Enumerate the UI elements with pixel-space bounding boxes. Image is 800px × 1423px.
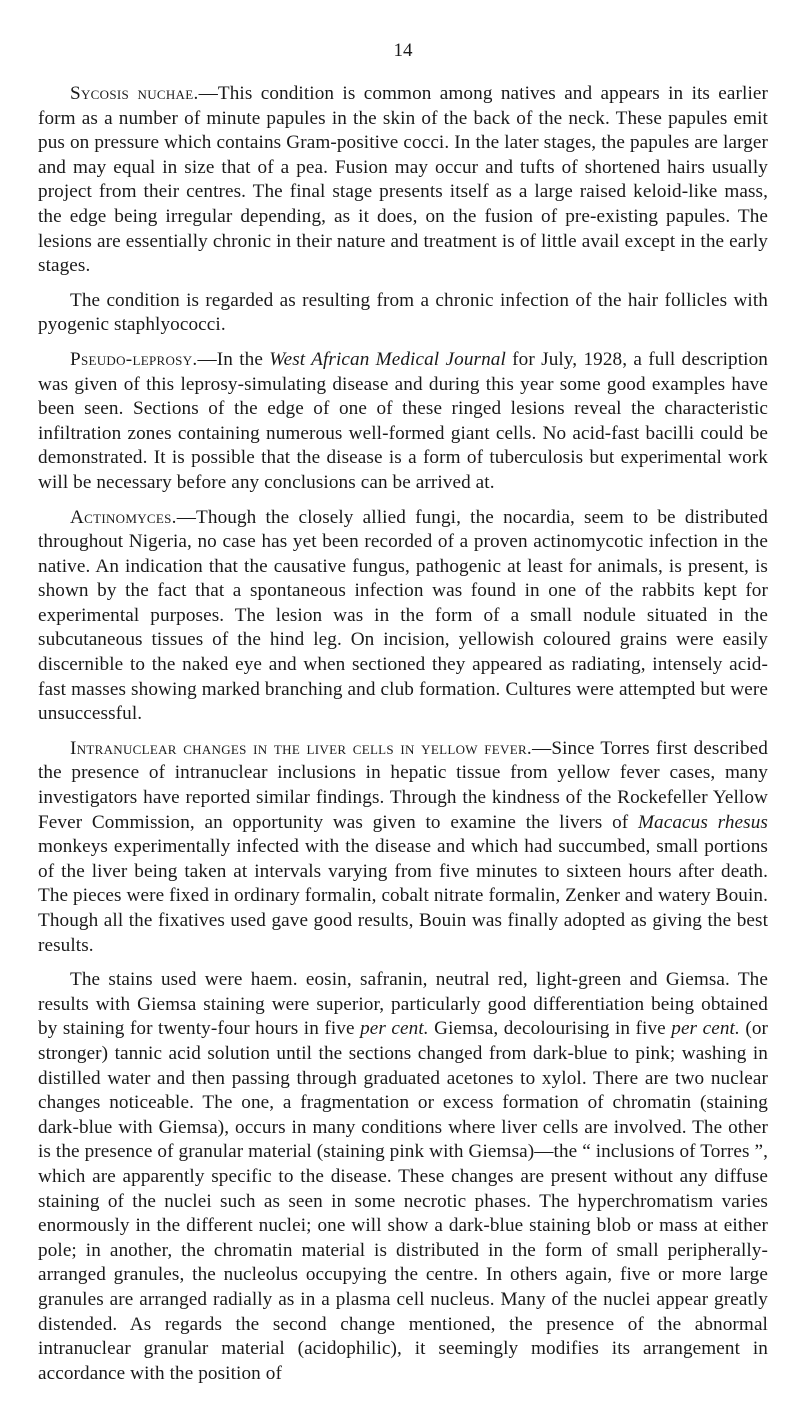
paragraph-text: The condition is regarded as resulting from a chronic infection of the hair follicles with pyogenic staphlyococci. <box>38 289 768 336</box>
paragraph-stains <box>38 968 768 1386</box>
paragraph-text: The stains used were haem. eosin, safranin, neutral red, light-green and Giemsa. The results with Giemsa staining were superior, particularly good differentiation being obtained by staining for twenty-four hours in five <box>38 969 768 1040</box>
paragraph-text: —Since Torres first described the presence of intranuclear inclusions in hepatic tissue from yellow fever cases, many investigators have reported similar findings. Through the kindness of the Rockefeller Yellow Fever Commission, an opportunity was given to examine the livers of <box>38 737 768 833</box>
per-cent-italic: per cent. <box>360 1018 429 1040</box>
paragraph-sycosis-cause <box>38 289 768 338</box>
paragraph-actinomyces <box>38 506 768 727</box>
species-name: Macacus rhesus <box>637 811 768 833</box>
page-number: 14 <box>393 40 413 61</box>
document-page <box>38 40 768 1396</box>
paragraph-pseudo-leprosy <box>38 348 768 496</box>
paragraph-text: —In the <box>197 348 270 370</box>
paragraph-text: —Though the closely allied fungi, the nocardia, seem to be distributed throughout Nigeria, no case has yet been recorded of a proven actinomycotic infection in the native. An indication that the causative fungus, pathogenic at least for animals, is present, is shown by the fact that a spontaneous infection was found in one of the rabbits kept for experimental purposes. The lesion was in the form of a small nodule situated in the subcutaneous tissues of the hind leg. On incision, yellowish coloured grains were easily discernible to the naked eye and when sectioned they appeared as radiating, intensely acid-fast masses showing marked branching and club formation. Cultures were attempted but were unsuccessful. <box>38 506 768 725</box>
paragraph-text: monkeys experimentally infected with the disease and which had succumbed, small portions of the liver being taken at intervals varying from five minutes to sixteen hours after death. The pieces were fixed in ordinary formalin, cobalt nitrate formalin, Zenker and watery Bouin. Though all the fixatives used gave good results, Bouin was finally adopted as giving the best results. <box>38 836 768 956</box>
paragraph-text: for July, 1928, a full description was given of this leprosy-simulating disease and during this year some good examples have been seen. Sections of the edge of one of these ringed lesions reveal the characteristic infiltration zones containing numerous well-formed giant cells. No acid-fast bacilli could be demonstrated. It is possible that the disease is a form of tuberculosis but experimental work will be necessary before any conclusions can be arrived at. <box>38 348 768 493</box>
paragraph-text: (or stronger) tannic acid solution until the sections changed from dark-blue to pink; washing in distilled water and then passing through graduated acetones to xylol. There are two nuclear changes noticeable. The one, a fragmentation or excess formation of chromatin (staining dark-blue with Giemsa), occurs in many conditions where liver cells are involved. The other is the presence of granular material (staining pink with Giemsa)—the “ inclusions of Torres ”, which are apparently specific to the disease. These changes are present without any diffuse staining of the nuclei such as seen in some necrotic phases. The hyperchromatism varies enormously in the different nuclei; one will show a dark-blue staining blob or mass at either pole; in another, the chromatin material is distributed in the form of small peripherally-arranged granules, the nucleolus occupying the centre. In others again, five or more large granules are arranged radially as in a plasma cell nucleus. Many of the nuclei appear greatly distended. As regards the second change mentioned, the presence of the abnormal intranuclear granular material (acidophilic), it seemingly modifies its arrangement in accordance with the position of <box>38 1018 769 1384</box>
paragraph-intranuclear-changes <box>38 737 768 958</box>
per-cent-italic: per cent. <box>671 1018 740 1040</box>
heading-intranuclear-changes: Intranuclear changes in the liver cells in yellow fever. <box>70 737 533 759</box>
paragraph-text: Giemsa, decolourising in five <box>428 1018 672 1040</box>
heading-actinomyces: Actinomyces. <box>70 506 177 528</box>
paragraph-text: —This condition is common among natives and appears in its earlier form as a number of minute papules in the skin of the back of the neck. These papules emit pus on pressure which contains Gram-positive cocci. In the later stages, the papules are larger and may equal in size that of a pea. Fusion may occur and tufts of shortened hairs usually project from their centres. The final stage presents itself as a large raised keloid-like mass, the edge being irregular depending, as it does, on the fusion of pre-existing papules. The lesions are essentially chronic in their nature and treatment is of little avail except in the early stages. <box>38 83 769 277</box>
heading-pseudo-leprosy: Pseudo-leprosy. <box>70 348 198 370</box>
journal-title: West African Medical Journal <box>269 348 506 370</box>
heading-sycosis-nuchae: Sycosis nuchae. <box>70 83 199 104</box>
paragraph-sycosis-nuchae <box>38 82 768 279</box>
